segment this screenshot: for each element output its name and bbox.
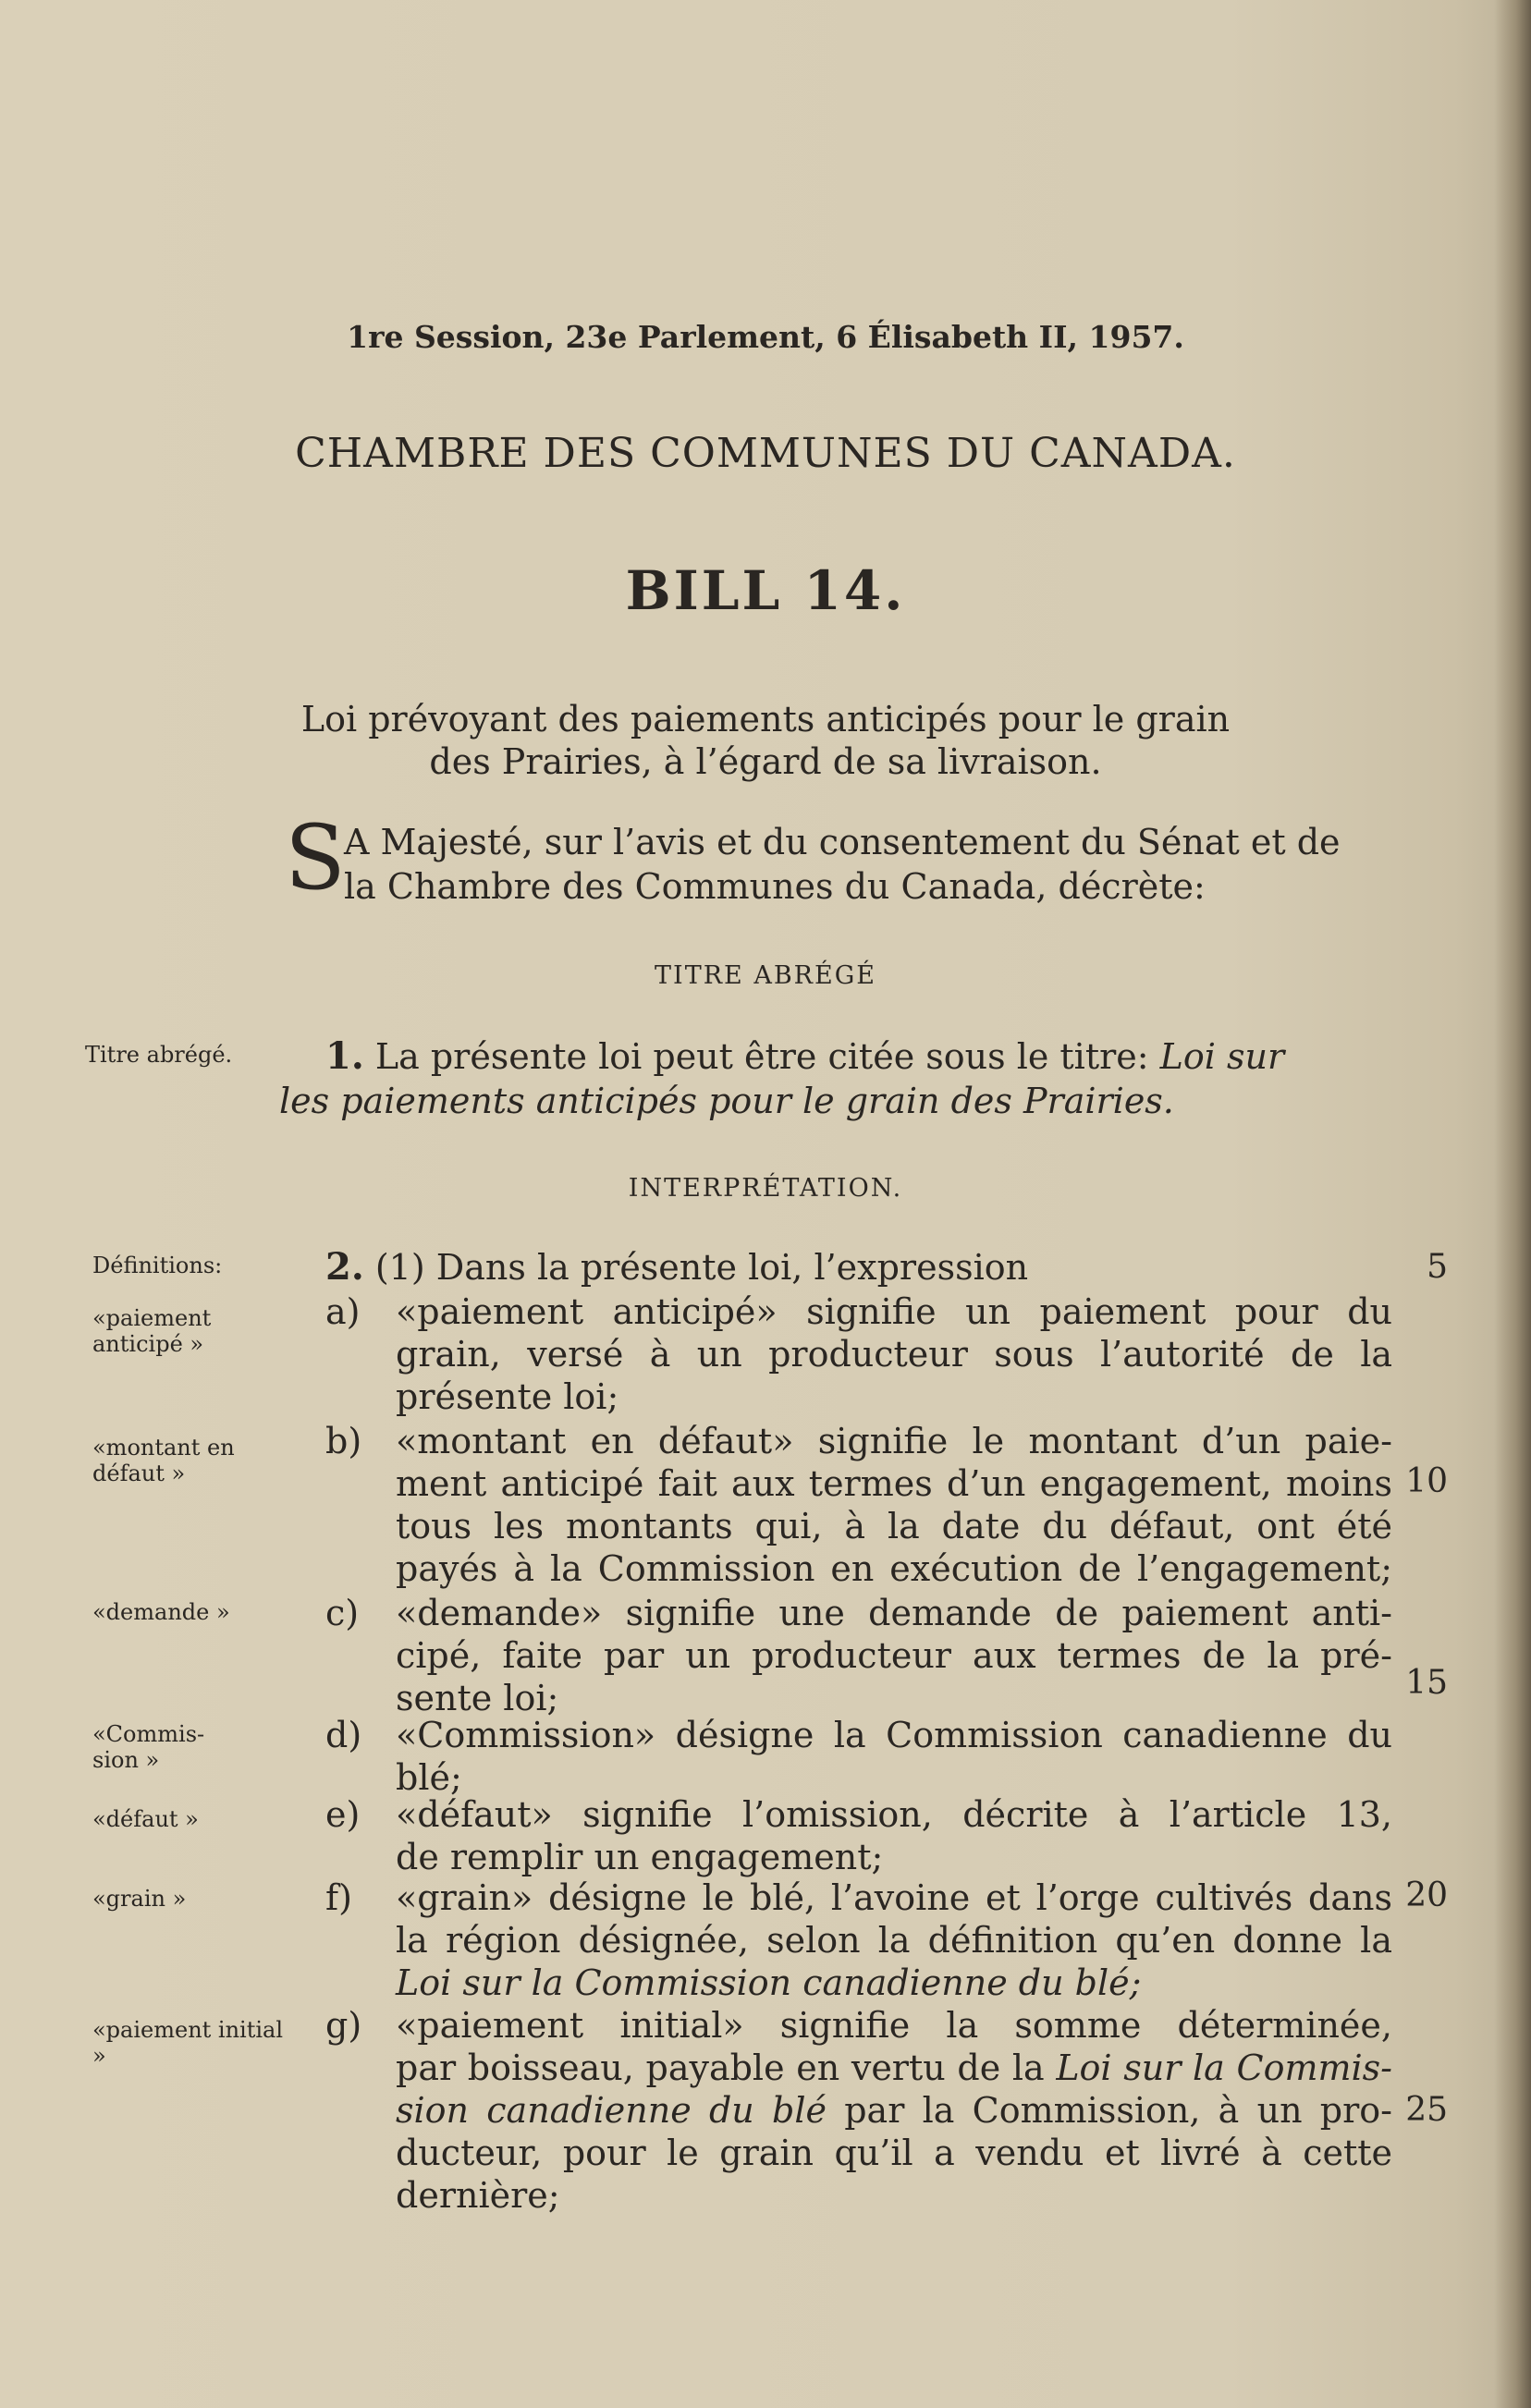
item-e-line-1: «défaut» signifie l’omission, décrite à l’article 13,	[396, 1794, 1392, 1835]
item-g-line-1: «paiement initial» signifie la somme déterminée,	[396, 2005, 1392, 2046]
section-1-text: La présente loi peut être citée sous le titre:	[374, 1036, 1149, 1077]
heading-interpretation: INTERPRÉTATION.	[628, 1174, 903, 1203]
item-f-line-1: «grain» désigne le blé, l’avoine et l’orge cultivés dans	[396, 1877, 1392, 1918]
item-d-label: d)	[325, 1715, 362, 1755]
item-a-label: a)	[325, 1291, 361, 1332]
item-c-text	[396, 1592, 1392, 1719]
item-f-text	[396, 1876, 1392, 2004]
line-number-20: 20	[1405, 1876, 1448, 1914]
item-d-text	[396, 1714, 1392, 1799]
enacting-line-2: la Chambre des Communes du Canada, décrète:	[344, 866, 1206, 907]
margin-note-d: «Commis- sion »	[92, 1721, 205, 1773]
item-g-line-2-italic: Loi sur la Commis-	[1056, 2047, 1393, 2088]
item-b-line-1: «montant en défaut» signifie le montant d’un paie-	[396, 1421, 1392, 1461]
margin-note-e: «défaut »	[92, 1806, 199, 1832]
item-c-line-2: cipé, faite par un producteur aux termes de la pré-	[396, 1635, 1392, 1676]
section-2-intro-text: (1) Dans la présente loi, l’expression	[374, 1247, 1029, 1288]
item-e-line-2: de remplir un engagement;	[396, 1837, 884, 1877]
section-2-intro	[325, 1246, 1028, 1289]
item-c-label: c)	[325, 1593, 360, 1633]
item-f-line-3	[396, 1962, 1392, 2004]
item-a-line-1: «paiement anticipé» signifie un paiement pour du	[396, 1291, 1392, 1332]
item-g-line-3-italic: sion canadienne du blé	[396, 2090, 827, 2131]
section-1-line-1	[325, 1035, 1284, 1078]
section-1-number: 1.	[325, 1034, 364, 1078]
item-f-line-2: la région désignée, selon la définition qu’en donne la	[396, 1920, 1392, 1961]
item-b-line-4: payés à la Commission en exécution de l’engagement;	[396, 1548, 1392, 1589]
section-1-title-italic: Loi sur	[1159, 1036, 1285, 1077]
item-c-line-3: sente loi;	[396, 1678, 559, 1718]
item-a-text	[396, 1290, 1392, 1418]
item-d-line-2: blé;	[396, 1757, 462, 1798]
margin-note-a: «paiement anticipé »	[92, 1305, 212, 1357]
chamber-title: CHAMBRE DES COMMUNES DU CANADA.	[295, 430, 1236, 477]
item-f-label: f)	[325, 1877, 352, 1918]
item-g-label: g)	[325, 2005, 362, 2046]
item-g-line-3-text: par la Commission, à un pro-	[826, 2090, 1392, 2131]
line-number-15: 15	[1405, 1664, 1448, 1702]
item-g-line-5: dernière;	[396, 2175, 560, 2216]
long-title-line-1: Loi prévoyant des paiements anticipés pour le grain	[300, 699, 1231, 740]
item-b-line-3: tous les montants qui, à la date du défaut, ont été	[396, 1506, 1392, 1546]
item-g-line-4: ducteur, pour le grain qu’il a vendu et livré à cette	[396, 2133, 1392, 2173]
item-f-italic: Loi sur la Commission canadienne du blé;	[396, 1962, 1142, 2003]
bill-number: BILL 14.	[625, 559, 906, 622]
margin-note-c: «demande »	[92, 1599, 230, 1625]
item-e-label: e)	[325, 1794, 361, 1835]
enacting-line-1: A Majesté, sur l’avis et du consentement du Sénat et de	[344, 822, 1341, 862]
session-line: 1re Session, 23e Parlement, 6 Élisabeth II, 1957.	[347, 319, 1184, 355]
item-g-line-3	[396, 2089, 1392, 2132]
item-e-text	[396, 1793, 1392, 1878]
item-g-text	[396, 2004, 1392, 2217]
item-b-label: b)	[325, 1421, 362, 1461]
line-number-10: 10	[1405, 1462, 1448, 1500]
item-a-line-2: grain, versé à un producteur sous l’autorité de la	[396, 1334, 1392, 1375]
line-number-25: 25	[1405, 2091, 1448, 2129]
item-g-line-2	[396, 2047, 1392, 2089]
section-1-line-2	[279, 1080, 1174, 1122]
margin-note-b: «montant en défaut »	[92, 1435, 235, 1486]
margin-note-short-title: Titre abrégé.	[85, 1042, 233, 1068]
section-1-title-italic-2: les paiements anticipés pour le grain des Prairies.	[279, 1081, 1174, 1121]
item-a-line-3: présente loi;	[396, 1376, 619, 1417]
line-number-5: 5	[1427, 1248, 1448, 1286]
item-b-text	[396, 1420, 1392, 1590]
margin-note-g: «paiement initial »	[92, 2017, 284, 2069]
item-b-line-2: ment anticipé fait aux termes d’un engagement, moins	[396, 1463, 1392, 1504]
long-title-line-2: des Prairies, à l’égard de sa livraison.	[429, 741, 1102, 782]
item-d-line-1: «Commission» désigne la Commission canadienne du	[396, 1715, 1392, 1755]
item-g-line-2-text: par boisseau, payable en vertu de la	[396, 2047, 1057, 2088]
drop-cap: S	[285, 806, 346, 910]
item-c-line-1: «demande» signifie une demande de paiement anti-	[396, 1593, 1392, 1633]
heading-short-title: TITRE ABRÉGÉ	[655, 961, 876, 990]
page-edge-shadow	[1494, 0, 1531, 2408]
margin-note-definitions: Définitions:	[92, 1253, 223, 1278]
margin-note-f: «grain »	[92, 1886, 187, 1912]
section-2-number: 2.	[325, 1245, 364, 1289]
